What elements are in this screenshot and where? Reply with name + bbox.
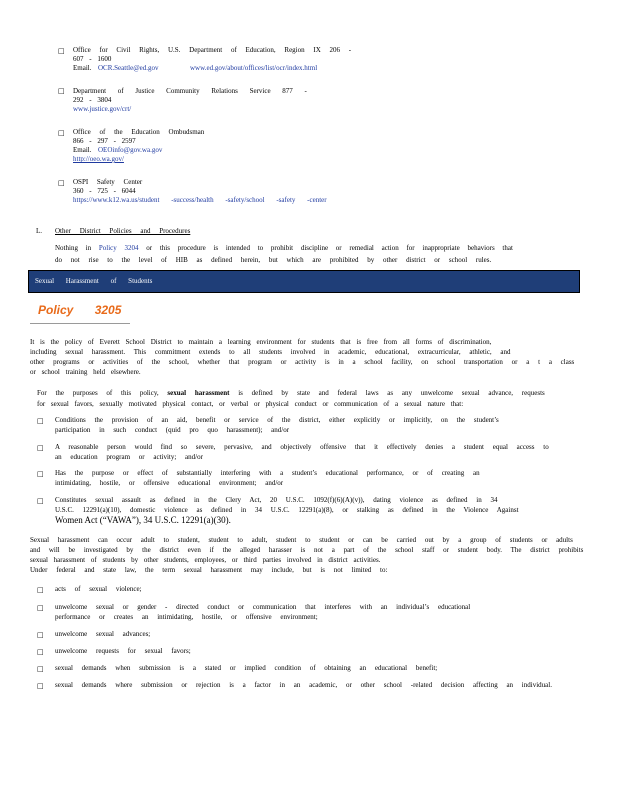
- contact-url-link[interactable]: www.ed.gov/about/offices/list/ocr/index.html: [190, 64, 318, 72]
- bullet-icon: □: [58, 47, 65, 55]
- contact-phone: 866 - 297 - 2597: [73, 137, 136, 145]
- paragraph-line: Under federal and state law, the term sexual harassment may include, but is not limited to:: [30, 566, 388, 574]
- bullet-icon: □: [37, 444, 44, 452]
- contact-email-link[interactable]: OCR.Seattle@ed.gov: [98, 64, 159, 72]
- bullet-icon: □: [37, 586, 44, 594]
- intro-line: or school training held elsewhere.: [30, 368, 141, 376]
- contact-line: OSPI Safety Center: [73, 178, 143, 186]
- policy-label: Policy: [38, 303, 74, 317]
- definition-line: For the purposes of this policy, sexual harassment is defined by state and federal laws as any unwelcome sexual advance, requests: [37, 389, 545, 397]
- condition-line: Has the purpose or effect of substantially interfering with a student’s educational performance, or of creating an: [55, 469, 480, 477]
- section-banner: [28, 270, 580, 293]
- bullet-icon: □: [58, 179, 65, 187]
- paragraph-line: and will be investigated by the district even if the alleged harasser is not a part of the school staff or student body. The district prohibits: [30, 546, 584, 554]
- example-line: sexual demands where submission or rejection is a factor in an academic, or other school -related decision affecting an individual.: [55, 681, 552, 689]
- defined-term: sexual harassment: [167, 389, 230, 397]
- contact-url-link[interactable]: https://www.k12.wa.us/student -success/health -safety/school -safety -center: [73, 196, 327, 204]
- section-body: Nothing in Policy 3204 or this procedure is intended to prohibit discipline or remedial action for inappropriate behaviors that: [55, 244, 513, 252]
- example-line: unwelcome sexual advances;: [55, 630, 151, 638]
- example-line: unwelcome sexual or gender - directed conduct or communication that interferes with an individual’s educational: [55, 603, 471, 611]
- condition-line: U.S.C. 12291(a)(10), domestic violence as defined in 34 U.S.C. 12291(a)(8), or stalking as defined in the Violence Against: [55, 506, 519, 514]
- bullet-icon: □: [37, 682, 44, 690]
- bullet-icon: □: [37, 648, 44, 656]
- paragraph-line: sexual harassment of students by other students, employees, or third parties involved in district activities.: [30, 556, 381, 564]
- section-heading: Other District Policies and Procedures: [55, 227, 191, 235]
- condition-line: Women Act (“VAWA”), 34 U.S.C. 12291(a)(30).: [55, 515, 231, 525]
- condition-line: an education program or activity; and/or: [55, 453, 203, 461]
- condition-line: Constitutes sexual assault as defined in the Clery Act, 20 U.S.C. 1092(f)(6)(A)(v)), dating violence as defined in 34: [55, 496, 498, 504]
- example-line: performance or creates an intimidating, hostile, or offensive environment;: [55, 613, 318, 621]
- bullet-icon: □: [37, 604, 44, 612]
- condition-line: intimidating, hostile, or offensive educational environment; and/or: [55, 479, 284, 487]
- contact-line: Office for Civil Rights, U.S. Department of Education, Region IX 206 -: [73, 46, 352, 54]
- bullet-icon: □: [37, 631, 44, 639]
- contact-url-link[interactable]: www.justice.gov/crt/: [73, 105, 132, 113]
- contact-phone: 360 - 725 - 6044: [73, 187, 136, 195]
- divider: [30, 323, 130, 324]
- contact-line: Department of Justice Community Relations Service 877 -: [73, 87, 307, 95]
- intro-line: It is the policy of Everett School District to maintain a learning environment for students that is free from all forms of discrimination,: [30, 338, 492, 346]
- policy-link[interactable]: Policy 3204: [98, 244, 139, 252]
- intro-line: other programs or activities of the school, whether that program or activity is in a school facility, on school transportation or a t a class: [30, 358, 575, 366]
- banner-title: Sexual Harassment of Students: [35, 277, 153, 285]
- contact-phone: 292 - 3804: [73, 96, 112, 104]
- paragraph-line: Sexual harassment can occur adult to student, student to adult, student to student or can be carried out by a group of students or adults: [30, 536, 573, 544]
- bullet-icon: □: [37, 417, 44, 425]
- policy-heading: [38, 303, 121, 317]
- email-label: Email.: [73, 146, 92, 154]
- condition-line: Conditions the provision of an aid, benefit or service of the district, either explicitly or implicitly, on the student’s: [55, 416, 499, 424]
- section-marker: L.: [36, 227, 43, 235]
- contact-url-link[interactable]: http://oeo.wa.gov/: [73, 155, 124, 163]
- condition-line: A reasonable person would find so severe, pervasive, and objectively offensive that it effectively denies a student equal access to: [55, 443, 549, 451]
- bullet-icon: □: [58, 87, 65, 95]
- email-label: Email.: [73, 64, 92, 72]
- bullet-icon: □: [37, 470, 44, 478]
- contact-line: Office of the Education Ombudsman: [73, 128, 205, 136]
- bullet-icon: □: [37, 497, 44, 505]
- bullet-icon: □: [58, 129, 65, 137]
- intro-line: including sexual harassment. This commitment extends to all students involved in academic, educational, extracurricular, athletic, and: [30, 348, 511, 356]
- example-line: unwelcome requests for sexual favors;: [55, 647, 191, 655]
- example-line: acts of sexual violence;: [55, 585, 142, 593]
- condition-line: participation in such conduct (quid pro quo harassment); and/or: [55, 426, 290, 434]
- contact-phone: 607 - 1600: [73, 55, 112, 63]
- example-line: sexual demands when submission is a stated or implied condition of obtaining an educational benefit;: [55, 664, 438, 672]
- definition-line: for sexual favors, sexually motivated physical contact, or verbal or physical conduct or communication of a sexual nature that:: [37, 400, 464, 408]
- contact-email-link[interactable]: OEOinfo@gov.wa.gov: [98, 146, 163, 154]
- policy-number: 3205: [94, 303, 122, 317]
- section-body-line: do not rise to the level of HIB as defined herein, but which are prohibited by other district or school rules.: [55, 256, 492, 264]
- bullet-icon: □: [37, 665, 44, 673]
